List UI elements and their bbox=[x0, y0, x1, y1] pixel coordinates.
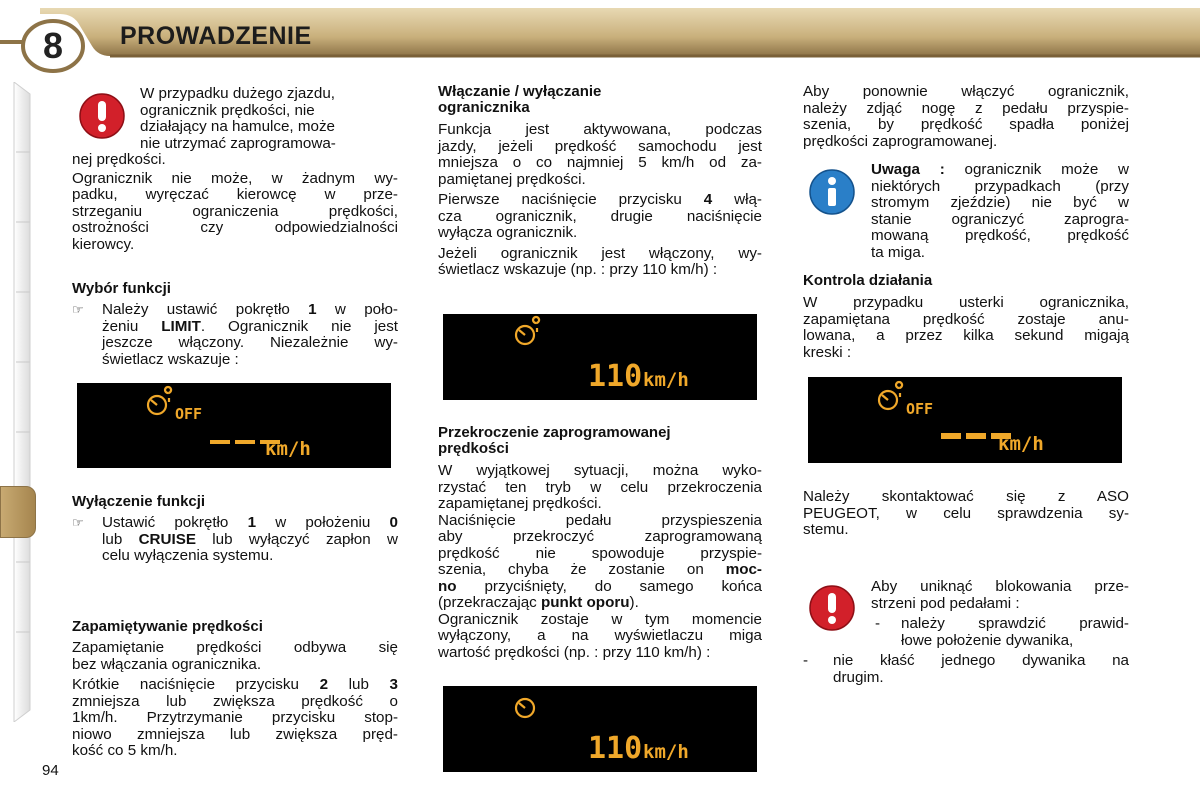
text-line: Należy skontaktować się z ASO bbox=[803, 488, 1129, 505]
info-icon bbox=[808, 168, 856, 216]
text-line: prędkości zaprogramowanej. bbox=[803, 132, 998, 150]
text-line: wyłączony, a na wyświetlaczu miga bbox=[438, 627, 762, 644]
heading-line: Włączanie / wyłączanie bbox=[438, 83, 602, 100]
text-line: bez włączania ogranicznika. bbox=[72, 655, 262, 673]
unit-label: km/h bbox=[643, 369, 689, 391]
text-line: prędkość nie spowoduje przyspie- bbox=[438, 544, 762, 562]
unit-label: km/h bbox=[998, 433, 1044, 455]
text-line: cza ogranicznik, drugie naciśnięcie bbox=[438, 207, 762, 225]
text-line: Ogranicznik nie może, w żadnym wy- bbox=[72, 169, 398, 187]
uwaga-label: Uwaga : bbox=[871, 161, 945, 178]
text-line: świetlacz wskazuje (np. : przy 110 km/h) : bbox=[438, 261, 718, 278]
text-line: W przypadku usterki ogranicznika, bbox=[803, 294, 1129, 311]
text-line: stromym zjeździe) nie być w bbox=[871, 194, 1129, 211]
text-line: Zapamiętanie prędkości odbywa się bbox=[72, 639, 398, 656]
pointing-hand-icon: ☞ bbox=[72, 302, 84, 317]
text-line: rzystać ten tryb w celu przekroczenia bbox=[438, 478, 762, 496]
section-heading-kontrola: Kontrola działania bbox=[803, 272, 933, 289]
text-line: Uwaga : ogranicznik może w bbox=[871, 161, 1129, 178]
text-line: wartość prędkości (np. : przy 110 km/h) : bbox=[438, 643, 711, 661]
text-line: łowe położenie dywanika, bbox=[901, 631, 1074, 649]
dash-bullet: - bbox=[875, 615, 881, 632]
text-line: szenia, chyba że zostanie on moc- bbox=[438, 561, 762, 578]
text-line: kość co 5 km/h. bbox=[72, 742, 178, 759]
text-line: stemu. bbox=[803, 521, 849, 538]
list-item bbox=[871, 616, 1129, 649]
text-line: Należy ustawić pokrętło 1 w poło- bbox=[102, 301, 398, 318]
paragraph-activation bbox=[438, 122, 762, 188]
text-line: ta miga. bbox=[871, 243, 926, 261]
text-line: niowo zmniejsza lub zwiększa pręd- bbox=[72, 725, 398, 743]
text-line: zapamiętana prędkość zostaje anu- bbox=[803, 310, 1129, 328]
text-line: szenia, by prędkość spadła poniżej bbox=[803, 116, 1129, 133]
text-line: działający na hamulce, może bbox=[140, 118, 336, 135]
text-line: aby przekroczyć zaprogramowaną bbox=[438, 528, 762, 545]
off-label: OFF bbox=[175, 405, 203, 423]
text-line: Ogranicznik zostaje w tym momencie bbox=[438, 610, 762, 628]
text-line: lub CRUISE lub wyłączyć zapłon w bbox=[102, 530, 398, 548]
text-line: zmniejsza lub zwiększa prędkość o bbox=[72, 692, 398, 710]
text-line: strzeganiu ograniczenia prędkości, bbox=[72, 202, 398, 220]
pointing-hand-icon: ☞ bbox=[72, 515, 84, 530]
text-line: mniejsza o co najmniej 5 km/h od za- bbox=[438, 154, 762, 171]
paragraph-overspeed bbox=[438, 463, 762, 661]
warning-paragraph bbox=[140, 86, 398, 152]
text-line: strzeni pod pedałami : bbox=[871, 594, 1020, 612]
heading-line: Przekroczenie zaprogramowanej bbox=[438, 424, 671, 441]
text-line: stanie ograniczyć zaprogra- bbox=[871, 210, 1129, 228]
text-line: wyłącza ogranicznik. bbox=[438, 224, 578, 241]
text-line: ostrożności czy odpowiedzialności bbox=[72, 219, 398, 236]
text-line: Aby ponownie włączyć ogranicznik, bbox=[803, 83, 1129, 100]
paragraph-reactivate bbox=[803, 84, 1129, 150]
paragraph-display-110 bbox=[438, 246, 762, 279]
text-line: należy zdjąć nogę z pedału przyspie- bbox=[803, 99, 1129, 117]
text-line: Naciśnięcie pedału przyspieszenia bbox=[438, 511, 762, 529]
section-kontrola bbox=[803, 273, 1129, 361]
text-line: W wyjątkowej sytuacji, można wyko- bbox=[438, 462, 762, 479]
display-limit-110 bbox=[443, 314, 757, 400]
text-line: no przyciśnięty, do samego końca bbox=[438, 577, 762, 595]
text-line: należy sprawdzić prawid- bbox=[901, 615, 1129, 632]
note-uwaga bbox=[871, 162, 1129, 261]
warning-mats bbox=[871, 579, 1129, 649]
active-chapter-tab[interactable] bbox=[0, 486, 36, 538]
speed-value-blinking: 110 bbox=[588, 731, 643, 766]
off-label: OFF bbox=[906, 400, 934, 418]
page-number: 94 bbox=[42, 762, 59, 779]
section-heading-wybor: Wybór funkcji bbox=[72, 280, 171, 297]
text-line: 1km/h. Przytrzymanie przycisku stop- bbox=[72, 709, 398, 726]
text-line: nie kłaść jednego dywanika na bbox=[833, 652, 1129, 669]
text-line: ogranicznik prędkości, nie bbox=[140, 101, 315, 119]
heading-line: prędkości bbox=[438, 440, 509, 457]
chapter-tabs bbox=[0, 82, 42, 722]
heading-line: ogranicznika bbox=[438, 99, 530, 116]
chapter-number: 8 bbox=[42, 25, 64, 66]
text-line: żeniu LIMIT. Ogranicznik nie jest bbox=[102, 317, 399, 335]
paragraph-aso bbox=[803, 489, 1129, 539]
bullet-wybor bbox=[72, 302, 398, 368]
text-line: Funkcja jest aktywowana, podczas bbox=[438, 121, 762, 138]
column-2-lower bbox=[438, 425, 762, 661]
text-line: kierowcy. bbox=[72, 235, 135, 253]
text-line: Ustawić pokrętło 1 w położeniu 0 bbox=[102, 514, 398, 531]
section-heading-przekroczenie bbox=[438, 425, 762, 457]
display-fault-dashes bbox=[808, 377, 1122, 463]
page-title: PROWADZENIE bbox=[120, 22, 312, 50]
text-line: kreski : bbox=[803, 343, 852, 361]
text-line: Aby uniknąć blokowania prze- bbox=[871, 578, 1129, 595]
display-limit-off bbox=[77, 383, 391, 468]
text-line: pamiętanej prędkości. bbox=[438, 170, 586, 188]
display-limit-110-blinking bbox=[443, 686, 757, 772]
column-1 bbox=[72, 152, 398, 253]
exclamation-warning-icon bbox=[78, 92, 126, 140]
text-line: celu wyłączenia systemu. bbox=[102, 547, 274, 564]
text-line: lowana, a przez kilka sekund migają bbox=[803, 327, 1129, 344]
text-line: nie utrzymać zaprogramowa- bbox=[140, 134, 336, 152]
dash-bullet: - bbox=[803, 652, 809, 669]
text-line: PEUGEOT, w celu sprawdzenia sy- bbox=[803, 504, 1129, 522]
text-line: (przekraczając punkt oporu). bbox=[438, 594, 639, 611]
unit-label: km/h bbox=[265, 438, 311, 460]
text-line: nej prędkości. bbox=[72, 151, 166, 168]
column-3 bbox=[803, 84, 1129, 150]
speed-value: 110 bbox=[588, 359, 643, 394]
section-heading-wylaczenie: Wyłączenie funkcji bbox=[72, 493, 206, 510]
text-line: mowaną prędkość, prędkość bbox=[871, 227, 1129, 244]
text-line: zapamiętanej prędkości. bbox=[438, 495, 602, 512]
unit-label: km/h bbox=[643, 741, 689, 763]
bullet-wylaczenie bbox=[72, 515, 398, 565]
exclamation-warning-icon bbox=[808, 584, 856, 632]
text-line: jazdy, jeżeli prędkość samochodu jest bbox=[438, 137, 762, 155]
paragraph-zapamietywanie bbox=[72, 640, 398, 760]
text-line: Jeżeli ogranicznik jest włączony, wy- bbox=[438, 244, 762, 262]
text-line: Krótkie naciśnięcie przycisku 2 lub 3 bbox=[72, 676, 398, 693]
section-heading-zapamietywanie: Zapamiętywanie prędkości bbox=[72, 618, 263, 635]
text-line: padku, wyręczać kierowcę w prze- bbox=[72, 186, 398, 203]
text-line: jeszcze włączony. Niezależnie wy- bbox=[102, 334, 398, 351]
paragraph-button-4 bbox=[438, 192, 762, 242]
paragraph-limit-responsibility bbox=[72, 171, 398, 237]
text-line: niektórych przypadkach (przy bbox=[871, 177, 1129, 195]
text-line: świetlacz wskazuje : bbox=[102, 350, 239, 368]
list-item-second-mat bbox=[803, 653, 1129, 686]
text-line: drugim. bbox=[833, 668, 884, 686]
section-heading-wlaczanie bbox=[438, 84, 762, 116]
text-line: Pierwsze naciśnięcie przycisku 4 włą- bbox=[438, 191, 762, 208]
text-line: W przypadku dużego zjazdu, bbox=[140, 85, 336, 102]
column-2 bbox=[438, 84, 762, 279]
